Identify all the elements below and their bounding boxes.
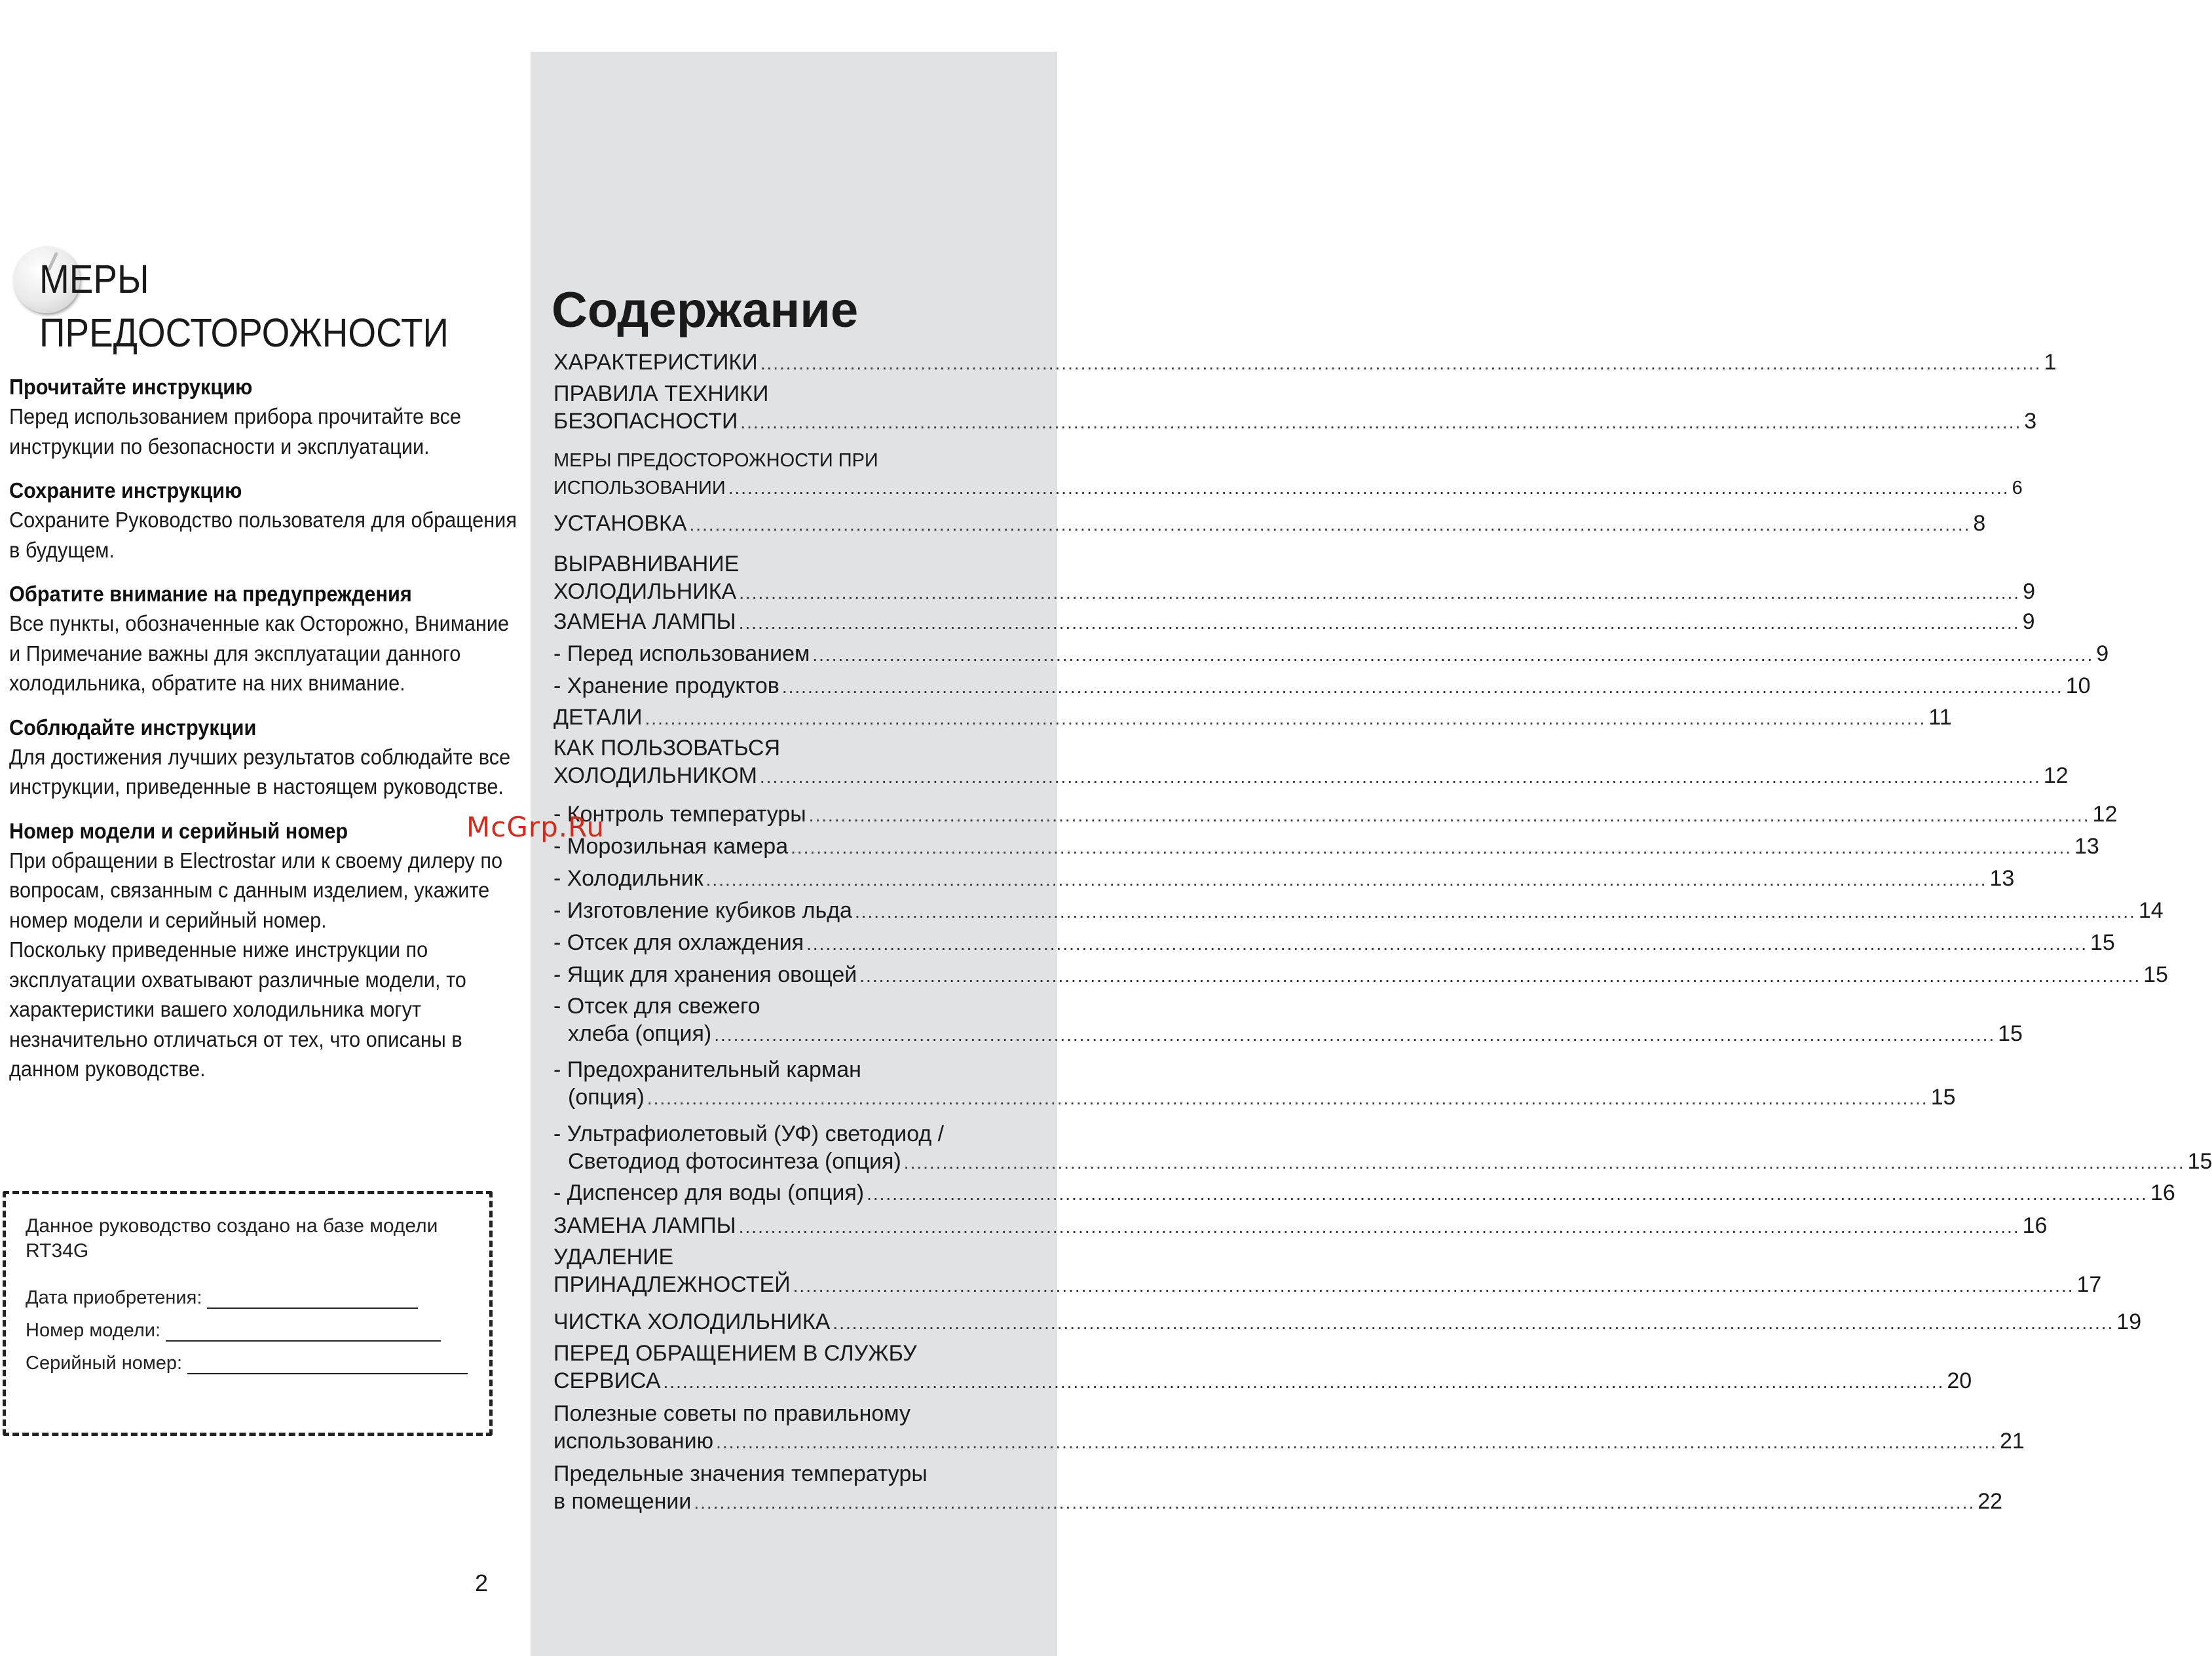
toc-entry-label: - Морозильная камера xyxy=(553,834,789,859)
toc-entry xyxy=(553,704,1952,732)
toc-leader-dots: ........................................................................................................................................................................................................ xyxy=(740,412,2022,432)
watermark: McGrp.Ru xyxy=(466,811,605,843)
toc-entry-label: ХОЛОДИЛЬНИКА xyxy=(553,579,737,604)
toc-entry-label: Предельные значения температуры xyxy=(553,1461,928,1486)
toc-entry xyxy=(553,1179,2175,1208)
purchase-date-line xyxy=(207,1288,418,1309)
toc-page-number: 14 xyxy=(2138,898,2164,923)
toc-leader-dots: ........................................................................................................................................................................................................ xyxy=(645,708,1926,728)
precautions-column xyxy=(9,372,520,1099)
toc-entry-label: (опция) xyxy=(568,1085,645,1110)
toc-entry-label: СЕРВИСА xyxy=(553,1368,661,1393)
toc-leader-dots: ........................................................................................................................................................................................................ xyxy=(728,478,2010,498)
toc-entry xyxy=(553,1308,2142,1337)
toc-entry-label: - Холодильник xyxy=(553,866,703,891)
toc-page-number: 15 xyxy=(2187,1149,2212,1174)
toc-page-number: 9 xyxy=(2096,641,2109,666)
toc-leader-dots: ........................................................................................................................................................................................................ xyxy=(647,1088,1928,1108)
toc-entry-label: Полезные советы по правильному xyxy=(553,1401,911,1426)
toc-entry xyxy=(553,640,2109,669)
page-title: МЕРЫ ПРЕДОСТОРОЖНОСТИ xyxy=(39,257,449,355)
toc-entry-label: - Хранение продуктов xyxy=(553,673,779,698)
toc-page-number: 9 xyxy=(2023,579,2035,604)
toc-entry xyxy=(553,992,2023,1049)
toc-entry-label: Светодиод фотосинтеза (опция) xyxy=(568,1149,901,1174)
toc-page-number: 15 xyxy=(2090,930,2115,955)
toc-entry-label: МЕРЫ ПРЕДОСТОРОЖНОСТИ ПРИ xyxy=(553,450,878,471)
toc-entry xyxy=(553,1340,1972,1396)
toc-leader-dots: ........................................................................................................................................................................................................ xyxy=(663,1372,1945,1392)
toc-entry-label: ХАРАКТЕРИСТИКИ xyxy=(553,350,758,375)
toc-entry xyxy=(553,1212,2048,1241)
toc-entry xyxy=(553,608,2035,637)
toc-page-number: 13 xyxy=(2074,834,2099,859)
section-model-serial xyxy=(9,816,520,1084)
toc-entry-label: в помещении xyxy=(553,1489,692,1514)
toc-leader-dots: ........................................................................................................................................................................................................ xyxy=(808,805,2090,825)
toc-entry-label: - Диспенсер для воды (опция) xyxy=(553,1180,865,1205)
toc-leader-dots: ........................................................................................................................................................................................................ xyxy=(859,966,2141,986)
toc-page-number: 16 xyxy=(2150,1180,2175,1205)
section-text: При обращении в Electrostar или к своему дилеру по вопросам, связанным с данным изделием, укажите номер модели и серийный номер. xyxy=(9,848,503,932)
toc-page-number: 1 xyxy=(2044,350,2057,375)
section-follow-instructions xyxy=(9,713,520,802)
toc-entry xyxy=(553,550,2035,607)
toc-entry-label: ПРИНАДЛЕЖНОСТЕЙ xyxy=(553,1272,791,1297)
toc-entry-label: ПРАВИЛА ТЕХНИКИ xyxy=(553,381,769,406)
section-heading: Соблюдайте инструкции xyxy=(9,715,257,740)
toc-entry-label: ДЕТАЛИ xyxy=(553,705,643,730)
section-text: Для достижения лучших результатов соблюдайте все инструкции, приведенные в настоящем руководстве. xyxy=(9,744,511,799)
toc-entry-label: ЗАМЕНА ЛАМПЫ xyxy=(553,609,736,634)
toc-leader-dots: ........................................................................................................................................................................................................ xyxy=(705,869,1987,890)
toc-entry-label: УДАЛЕНИЕ xyxy=(553,1245,674,1270)
model-info-box xyxy=(3,1191,493,1436)
toc-entry xyxy=(553,380,2037,436)
toc-entry xyxy=(553,897,2164,926)
purchase-date-field: Дата приобретения: xyxy=(26,1287,418,1309)
toc-leader-dots: ........................................................................................................................................................................................................ xyxy=(739,582,2021,603)
toc-entry-label: - Изготовление кубиков льда xyxy=(553,898,852,923)
section-text: Все пункты, обозначенные как Осторожно, Внимание и Примечание важны для эксплуатации данного холодильника, обратите на них внимание. xyxy=(9,611,510,695)
toc-entry xyxy=(553,447,2023,502)
toc-entry xyxy=(553,348,2057,377)
section-text: Поскольку приведенные ниже инструкции по эксплуатации охватывают различные модели, то характеристики вашего холодильника могут незначительно отличаться от тех, что описаны в данном руководстве. xyxy=(9,937,466,1081)
toc-entry-label: - Предохранительный карман xyxy=(553,1057,861,1082)
toc-page-number: 12 xyxy=(2092,802,2118,827)
toc-leader-dots: ........................................................................................................................................................................................................ xyxy=(716,1432,1997,1452)
toc-page-number: 17 xyxy=(2076,1272,2102,1297)
toc-leader-dots: ........................................................................................................................................................................................................ xyxy=(793,1275,2074,1296)
toc-entry-label: ХОЛОДИЛЬНИКОМ xyxy=(553,763,757,788)
toc-title: Содержание xyxy=(552,282,859,338)
toc-page-number: 10 xyxy=(2065,673,2091,698)
toc-page-number: 16 xyxy=(2022,1213,2048,1238)
toc-entry xyxy=(553,833,2099,861)
toc-page-number: 8 xyxy=(1973,511,1986,536)
toc-entry-label: - Перед использованием xyxy=(553,641,810,666)
toc-entry-label: ЗАМЕНА ЛАМПЫ xyxy=(553,1213,736,1238)
toc-entry-label: - Отсек для свежего xyxy=(553,994,760,1019)
toc-entry-label: - Контроль температуры xyxy=(553,802,806,827)
toc-entry xyxy=(553,734,2069,791)
toc-page-number: 6 xyxy=(2012,478,2023,499)
toc-leader-dots: ........................................................................................................................................................................................................ xyxy=(833,1313,2114,1333)
model-note: Данное руководство создано на базе модели RT34G xyxy=(26,1215,438,1262)
toc-page-number: 15 xyxy=(1998,1021,2023,1046)
toc-page-number: 9 xyxy=(2022,609,2035,634)
toc-entry-label: хлеба (опция) xyxy=(568,1021,712,1046)
section-heed-warnings xyxy=(9,579,520,698)
toc-entry-label: ИСПОЛЬЗОВАНИИ xyxy=(553,478,726,499)
toc-leader-dots: ........................................................................................................................................................................................................ xyxy=(714,1025,1996,1045)
toc-leader-dots: ........................................................................................................................................................................................................ xyxy=(867,1184,2148,1204)
toc-leader-dots: ........................................................................................................................................................................................................ xyxy=(694,1492,1976,1513)
toc-page-number: 19 xyxy=(2116,1309,2142,1334)
serial-number-line xyxy=(187,1353,468,1374)
toc-leader-dots: ........................................................................................................................................................................................................ xyxy=(759,766,2041,787)
toc-entry-label: - Ящик для хранения овощей xyxy=(553,962,857,987)
toc-page-number: 11 xyxy=(1928,705,1952,730)
toc-leader-dots: ........................................................................................................................................................................................................ xyxy=(738,1216,2020,1237)
toc-leader-dots: ........................................................................................................................................................................................................ xyxy=(760,353,2042,373)
toc-page-number: 3 xyxy=(2024,409,2037,434)
toc-entry-label: - Ультрафиолетовый (УФ) светодиод / xyxy=(553,1121,945,1146)
toc-page-number: 13 xyxy=(1989,866,2015,891)
toc-entry xyxy=(553,672,2091,701)
section-keep-instructions xyxy=(9,476,520,565)
toc-entry xyxy=(553,1460,2003,1516)
toc-entry-label: ЧИСТКА ХОЛОДИЛЬНИКА xyxy=(553,1309,831,1334)
section-heading: Обратите внимание на предупреждения xyxy=(9,582,412,606)
toc-entry xyxy=(553,1243,2102,1300)
section-text: Перед использованием прибора прочитайте все инструкции по безопасности и эксплуатации. xyxy=(9,404,461,459)
toc-entry-label: - Отсек для охлаждения xyxy=(553,930,804,955)
toc-entry-label: ПЕРЕД ОБРАЩЕНИЕМ В СЛУЖБУ xyxy=(553,1341,917,1366)
toc-leader-dots: ........................................................................................................................................................................................................ xyxy=(781,677,2063,697)
model-number-field: Номер модели: xyxy=(26,1320,441,1342)
section-text: Сохраните Руководство пользователя для обращения в будущем. xyxy=(9,508,517,562)
section-read-instructions xyxy=(9,372,520,461)
page-number: 2 xyxy=(475,1570,489,1596)
toc-entry-label: БЕЗОПАСНОСТИ xyxy=(553,409,738,434)
toc-entry xyxy=(553,865,2015,894)
toc-entry xyxy=(553,1120,2212,1176)
toc-leader-dots: ........................................................................................................................................................................................................ xyxy=(903,1152,2185,1173)
section-heading: Номер модели и серийный номер xyxy=(9,818,348,843)
toc-leader-dots: ........................................................................................................................................................................................................ xyxy=(738,612,2020,633)
section-heading: Прочитайте инструкцию xyxy=(9,375,253,399)
toc-page-number: 22 xyxy=(1978,1489,2003,1514)
toc-entry xyxy=(553,961,2168,990)
model-number-line xyxy=(166,1321,441,1342)
toc-entry-label: КАК ПОЛЬЗОВАТЬСЯ xyxy=(553,736,781,761)
toc-entry xyxy=(553,1056,1956,1112)
toc-entry xyxy=(553,510,1986,538)
serial-number-field: Серийный номер: xyxy=(26,1353,468,1374)
toc-page-number: 21 xyxy=(1999,1429,2025,1454)
section-heading: Сохраните инструкцию xyxy=(9,478,242,502)
toc-entry-label: УСТАНОВКА xyxy=(553,511,687,536)
toc-leader-dots: ........................................................................................................................................................................................................ xyxy=(806,933,2088,954)
toc-leader-dots: ........................................................................................................................................................................................................ xyxy=(791,837,2072,857)
toc-leader-dots: ........................................................................................................................................................................................................ xyxy=(854,901,2136,922)
toc-entry-label: ВЫРАВНИВАНИЕ xyxy=(553,552,740,576)
toc-entry-label: использованию xyxy=(553,1429,714,1454)
toc-page-number: 20 xyxy=(1947,1368,1972,1393)
toc-entry xyxy=(553,929,2115,958)
toc-entry xyxy=(553,800,2118,829)
toc-leader-dots: ........................................................................................................................................................................................................ xyxy=(812,645,2094,665)
toc-page-number: 12 xyxy=(2043,763,2069,788)
toc-entry xyxy=(553,1400,2025,1456)
toc-page-number: 15 xyxy=(1930,1085,1956,1110)
toc-page-number: 15 xyxy=(2143,962,2168,987)
toc-leader-dots: ........................................................................................................................................................................................................ xyxy=(689,514,1971,535)
